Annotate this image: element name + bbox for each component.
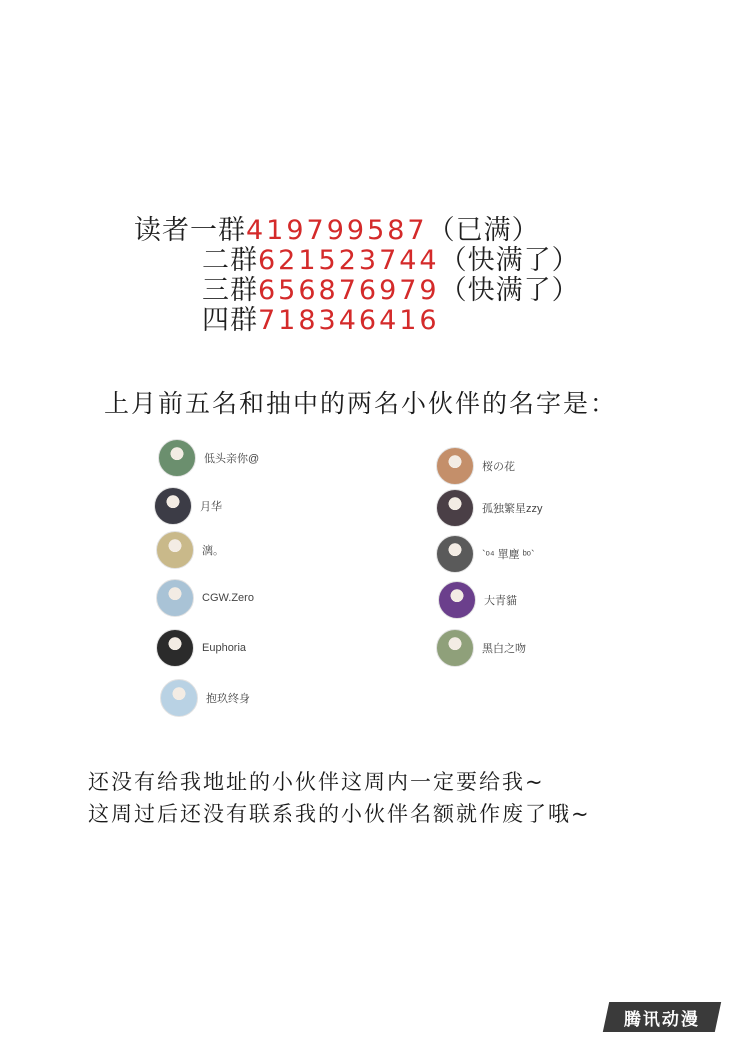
winner-name: 低头亲你@ — [204, 453, 260, 465]
avatar — [436, 629, 474, 667]
winner-name: `ᵒ⁴ 單塵 ᵇᵒ` — [482, 549, 535, 561]
winner-item — [438, 578, 517, 622]
winner-item — [156, 576, 254, 620]
winner-name: 漓。 — [202, 545, 224, 557]
group-label: 读者一群 — [134, 215, 246, 246]
group-label: 二群 — [202, 245, 258, 276]
winners-heading: 上月前五名和抽中的两名小伙伴的名字是： — [104, 389, 618, 418]
tencent-comic-watermark — [603, 1002, 721, 1032]
winner-item — [436, 626, 526, 670]
winner-name: 大青貓 — [484, 595, 517, 607]
winner-item — [436, 486, 543, 530]
group-number[interactable]: 621523744 — [258, 245, 440, 276]
closing-note-1: 还没有给我地址的小伙伴这周内一定要给我~ — [88, 770, 545, 794]
winner-item — [436, 444, 515, 488]
group-number[interactable]: 419799587 — [246, 215, 428, 246]
watermark-text: 腾讯动漫 — [624, 1009, 700, 1030]
group-note: （已满） — [427, 215, 540, 246]
avatar — [156, 531, 194, 569]
winner-item — [436, 532, 535, 576]
winner-name: 抱玖终身 — [206, 693, 250, 705]
avatar — [154, 487, 192, 525]
winner-name: CGW.Zero — [202, 592, 254, 604]
avatar — [438, 581, 476, 619]
group-number[interactable]: 718346416 — [258, 305, 440, 336]
group-label: 四群 — [202, 305, 258, 336]
avatar — [156, 629, 194, 667]
winner-name: Euphoria — [202, 642, 247, 654]
avatar — [436, 447, 474, 485]
winner-name: 孤独繁星zzy — [482, 503, 543, 515]
winner-item — [160, 676, 250, 720]
group-number[interactable]: 656876979 — [258, 275, 440, 306]
avatar — [158, 439, 196, 477]
avatar — [436, 535, 474, 573]
winner-item — [156, 528, 224, 572]
closing-note-2: 这周过后还没有联系我的小伙伴名额就作废了哦~ — [88, 802, 591, 826]
avatar — [436, 489, 474, 527]
winner-item — [156, 626, 246, 670]
winner-name: 月华 — [200, 501, 222, 513]
winner-name: 黑白之吻 — [482, 643, 526, 655]
avatar — [160, 679, 198, 717]
avatar — [156, 579, 194, 617]
winner-item — [158, 436, 259, 480]
winner-item — [154, 484, 222, 528]
winner-name: 桜の花 — [482, 461, 515, 473]
group-label: 三群 — [202, 275, 258, 306]
group-note: （快满了） — [439, 275, 580, 306]
group-note: （快满了） — [439, 245, 580, 276]
